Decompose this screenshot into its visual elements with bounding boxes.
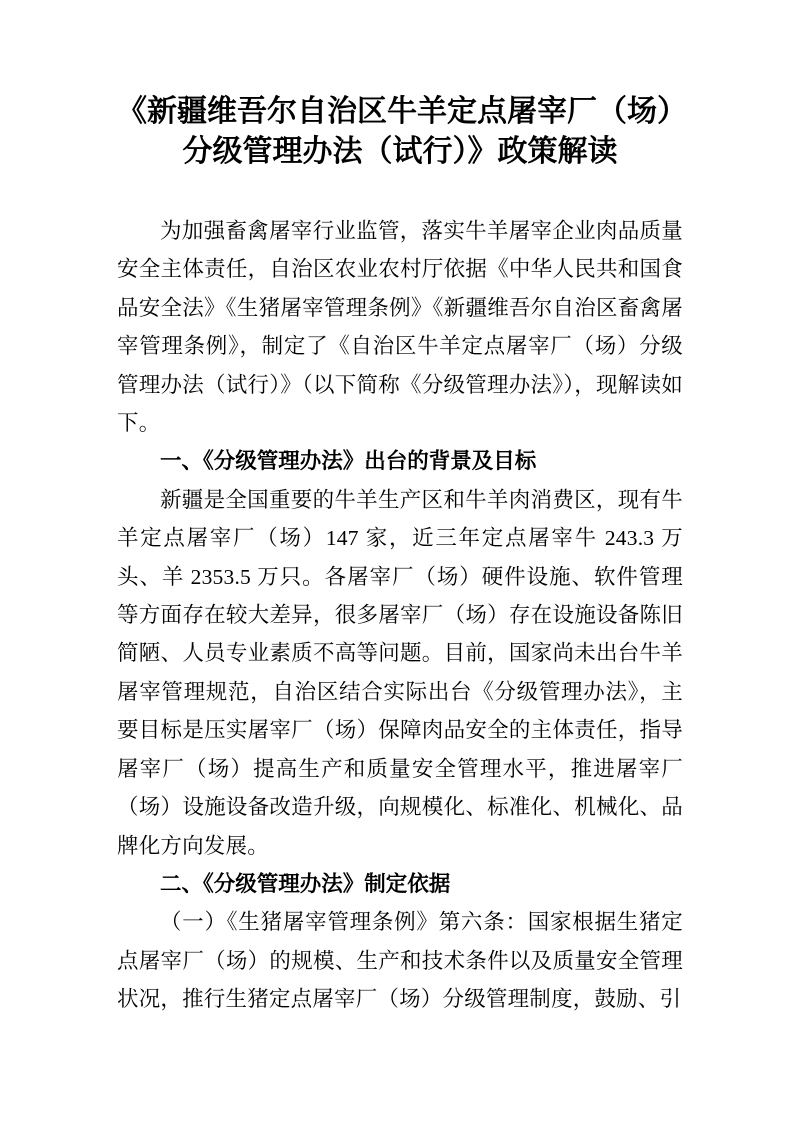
section-2-paragraph: （一）《生猪屠宰管理条例》第六条：国家根据生猪定点屠宰厂（场）的规模、生产和技术条件以及质量安全管理状况，推行生猪定点屠宰厂（场）分级管理制度，鼓励、引 — [117, 910, 683, 1012]
intro-paragraph: 为加强畜禽屠宰行业监管，落实牛羊屠宰企业肉品质量安全主体责任，自治区农业农村厅依据《中华人民共和国食品安全法》《生猪屠宰管理条例》《新疆维吾尔自治区畜禽屠宰管理条例》，制定了《自治区牛羊定点屠宰厂（场）分级管理办法（试行）》（以下简称《分级管理办法》），现解读如下。 — [117, 219, 683, 436]
document-title — [117, 92, 687, 172]
section-2-heading: 二、《分级管理办法》制定依据 — [160, 871, 451, 896]
document-title-line-2: 分级管理办法（试行）》政策解读 — [182, 135, 618, 168]
section-1-heading: 一、《分级管理办法》出台的背景及目标 — [160, 449, 537, 474]
section-1-paragraph: 新疆是全国重要的牛羊生产区和牛羊肉消费区，现有牛羊定点屠宰厂（场）147 家，近三年定点屠宰牛 243.3 万头、羊 2353.5 万只。各屠宰厂（场）硬件设施、软件管理等方面存在较大差异，很多屠宰厂（场）存在设施设备陈旧简陋、人员专业素质不高等问题。目前，国家尚未出台牛羊屠宰管理规范，自治区结合实际出台《分级管理办法》，主要目标是压实屠宰厂（场）保障肉品安全的主体责任，指导屠宰厂（场）提高生产和质量安全管理水平，推进屠宰厂（场）设施设备改造升级，向规模化、标准化、机械化、品牌化方向发展。 — [117, 487, 683, 858]
document-title-line-1: 《新疆维吾尔自治区牛羊定点屠宰厂（场） — [117, 95, 687, 128]
